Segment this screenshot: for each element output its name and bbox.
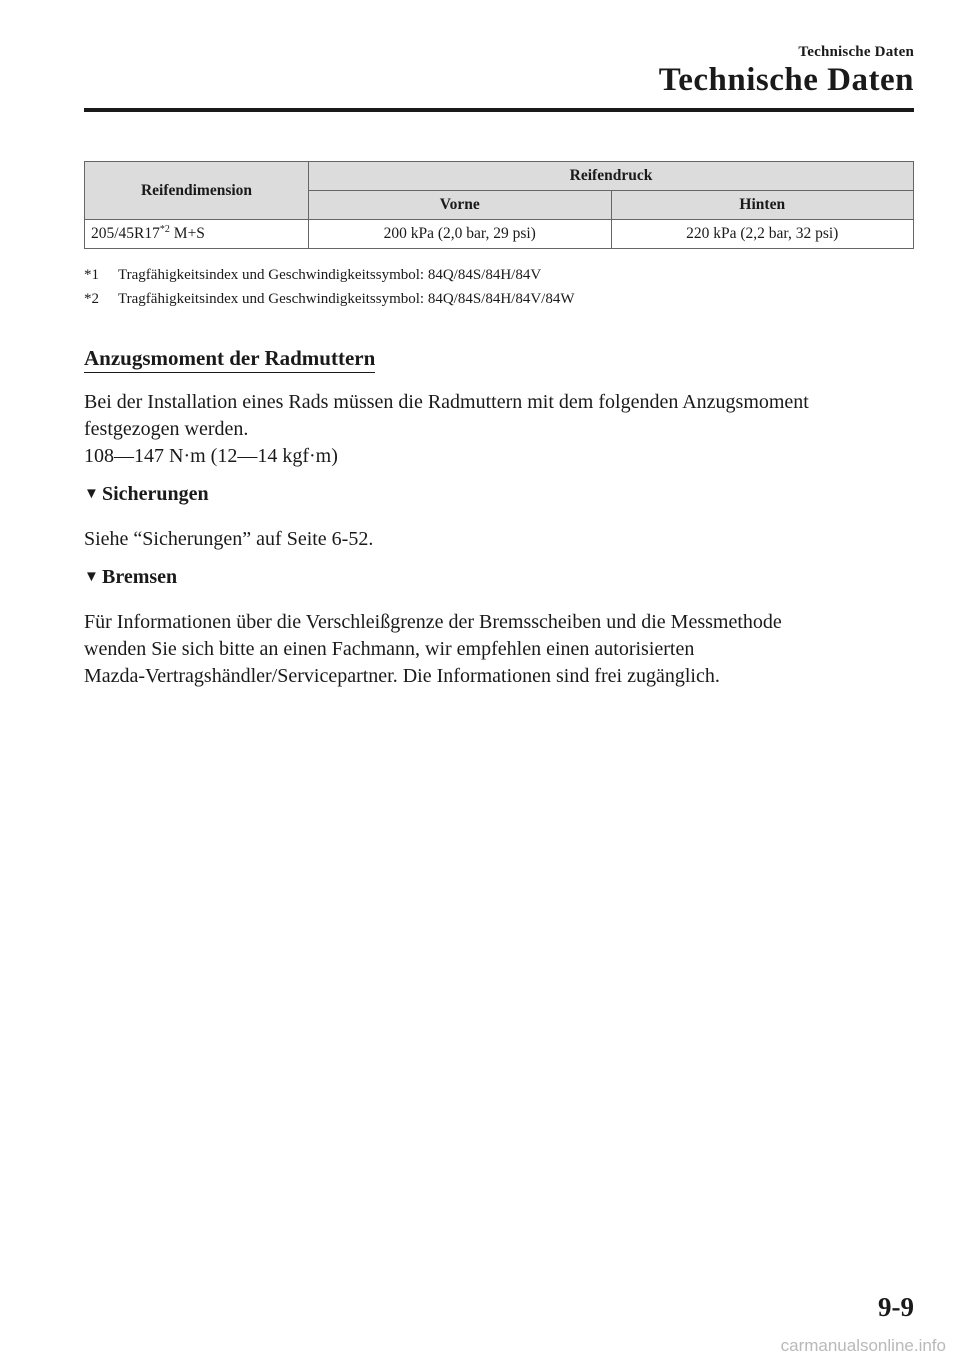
table-header-rear: Hinten: [611, 191, 914, 220]
footnote-text: Tragfähigkeitsindex und Geschwindigkeitssymbol: 84Q/84S/84H/84V/84W: [118, 291, 575, 307]
footnote-text: Tragfähigkeitsindex und Geschwindigkeitssymbol: 84Q/84S/84H/84V: [118, 267, 542, 283]
table-header-dimension: Reifendimension: [85, 162, 309, 220]
table-row: [85, 220, 914, 249]
watermark: carmanualsonline.info: [780, 1336, 946, 1355]
tire-pressure-table: [84, 161, 914, 249]
footnote-item: [84, 287, 575, 311]
brakes-text-line: wenden Sie sich bitte an einen Fachmann, wir empfehlen einen autorisierten: [84, 638, 695, 660]
torque-description: [84, 389, 924, 470]
front-pressure-cell: 200 kPa (2,0 bar, 29 psi): [309, 220, 612, 249]
header-divider: [84, 108, 914, 112]
tire-dimension-cell: [85, 220, 309, 249]
triangle-down-icon: ▼: [84, 486, 99, 502]
footnote-reference: *2: [159, 223, 170, 235]
rear-pressure-cell: 220 kPa (2,2 bar, 32 psi): [611, 220, 914, 249]
footnote-item: [84, 263, 575, 287]
footnotes: [84, 263, 575, 311]
brakes-section-title: [84, 566, 177, 589]
triangle-down-icon: ▼: [84, 569, 99, 585]
page-number: 9-9: [878, 1292, 914, 1322]
torque-value: 108―147 N·m (12―14 kgf·m): [84, 445, 338, 467]
footnote-mark: *2: [84, 291, 99, 307]
page-title: Technische Daten: [658, 62, 914, 98]
header-section-label: Technische Daten: [798, 44, 914, 60]
brakes-text-line: Mazda-Vertragshändler/Servicepartner. Die Informationen sind frei zugänglich.: [84, 665, 720, 687]
fuses-title-text: Sicherungen: [102, 483, 209, 505]
brakes-text-line: Für Informationen über die Verschleißgrenze der Bremsscheiben und die Messmethode: [84, 611, 782, 633]
footnote-mark: *1: [84, 267, 99, 283]
torque-text-line: festgezogen werden.: [84, 418, 249, 440]
torque-text-line: Bei der Installation eines Rads müssen die Radmuttern mit dem folgenden Anzugsmoment: [84, 391, 809, 413]
table-header-front: Vorne: [309, 191, 612, 220]
tire-suffix: M+S: [173, 225, 205, 242]
brakes-description: [84, 609, 924, 690]
fuses-section-title: [84, 483, 209, 506]
brakes-title-text: Bremsen: [102, 566, 178, 588]
torque-section-title: Anzugsmoment der Radmuttern: [84, 346, 375, 373]
table-header-pressure: Reifendruck: [309, 162, 914, 191]
tire-dimension: 205/45R17: [91, 225, 160, 242]
fuses-reference: Siehe “Sicherungen” auf Seite 6-52.: [84, 528, 374, 550]
